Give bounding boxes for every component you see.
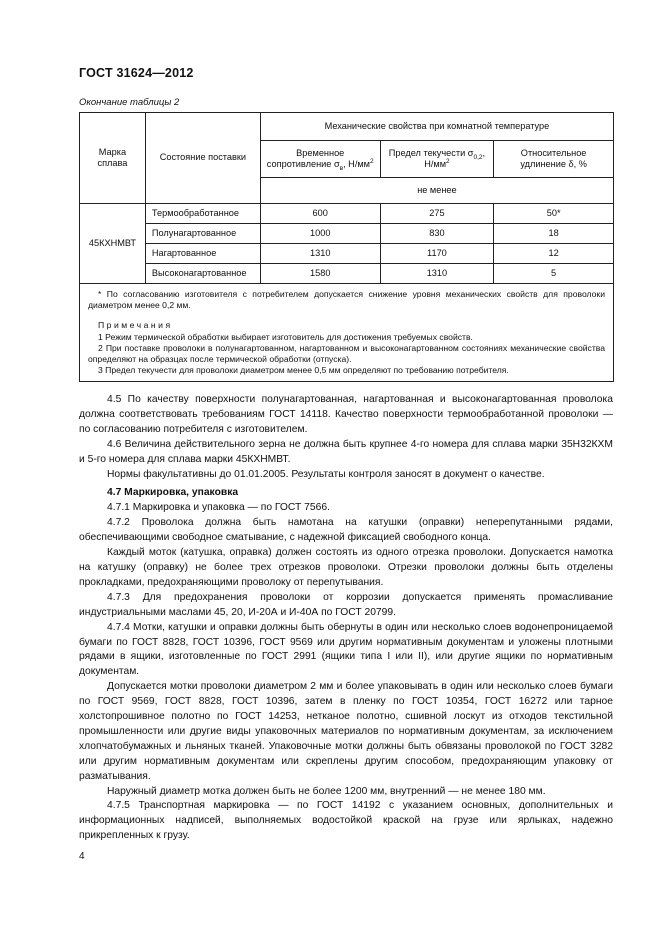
table-row (80, 244, 614, 264)
section-heading: 4.7 Маркировка, упаковка (107, 487, 239, 499)
paragraph: Наружный диаметр мотка должен быть не более 1200 мм, внутренний — не менее 180 мм. (107, 785, 546, 797)
document-body (79, 393, 613, 844)
state-cell: Термообработанное (145, 204, 260, 224)
paragraph: 4.6 Величина действительного зерна не должна быть крупнее 4-го номера для сплава марки 35Н32КХМ и 5-го номера для сплава марки 45КХНМВТ. (79, 438, 613, 465)
paragraph: Каждый моток (катушка, оправка) должен состоять из одного отрезка проволоки. Допускается намотка на катушку (оправку) не более трех отрезков проволоки. Отрезки проволоки должны быть отделены прокладками, предохраняющими проволоку от перепутывания. (79, 547, 613, 588)
mechanical-properties-table (79, 112, 614, 382)
yield-cell: 1170 (380, 244, 494, 264)
tensile-cell: 600 (260, 204, 380, 224)
col-header-grade: Марка сплава (80, 113, 146, 204)
paragraph: Допускается мотки проволоки диаметром 2 мм и более упаковывать в один или несколько слоев бумаги по ГОСТ 9569, ГОСТ 8828, ГОСТ 10396, затем в пленку по ГОСТ 10354, ГОСТ 16272 или тарное холстопрошивное полотно по ГОСТ 14253, нетканое полотно, сшивной лоскут из отходов текстильной промышленности или другие виды упаковочных материалов по нормативным документам, за исключением хлопчатобумажных и льняных тканей. Упаковочные мотки должны быть обвязаны проволокой по ГОСТ 3282 или другим нормативным документам или скреплены другим способом, предохраняющим упаковку от разматывания. (79, 681, 613, 782)
elongation-cell: 5 (494, 264, 614, 284)
table-row (80, 204, 614, 224)
note-item: 3 Предел текучести для проволоки диаметром менее 0,5 мм определяют по требованию потребителя. (98, 365, 509, 376)
paragraph: 4.7.4 Мотки, катушки и оправки должны быть обернуты в один или несколько слоев водонепроницаемой бумаги по ГОСТ 8828, ГОСТ 10396, ГОСТ 9569 или другим нормативным документам и уложены плотными рядами в ящики, изготовленные по ГОСТ 2991 (ящики типа I или II), или другие ящики по нормативным документам. (79, 621, 613, 678)
paragraph: 4.5 По качеству поверхности полунагартованная, нагартованная и высоконагартованная проволока должна соответствовать требованиям ГОСТ 14118. Качество поверхности термообработанной проволоки — по согласованию потребителя с изготовителем. (79, 394, 613, 435)
col-header-elongation: Относительное удлинение δ, % (494, 141, 614, 178)
table-row (80, 264, 614, 284)
tensile-cell: 1310 (260, 244, 380, 264)
col-header-state: Состояние поставки (145, 113, 260, 204)
table-caption: Окончание таблицы 2 (79, 97, 180, 108)
table-notes (80, 284, 614, 382)
notes-title: Примечания (98, 320, 173, 331)
paragraph: 4.7.2 Проволока должна быть намотана на катушки (оправки) неперепутанными рядами, обеспечивающими свободное сматывание, с надежной фиксацией свободного конца. (79, 517, 613, 544)
grade-cell: 45КХНМВТ (80, 204, 146, 284)
state-cell: Высоконагартованное (145, 264, 260, 284)
col-header-mechanical: Механические свойства при комнатной температуре (260, 113, 613, 141)
yield-cell: 275 (380, 204, 494, 224)
yield-cell: 1310 (380, 264, 494, 284)
document-code-header: ГОСТ 31624—2012 (79, 66, 194, 80)
yield-cell: 830 (380, 224, 494, 244)
col-header-yield: Предел текучести $\sigma_{0,2}$, $Н/мм^2$ (380, 141, 494, 178)
note-item: 2 При поставке проволоки в полунагартованном, нагартованном и высоконагартованном состояниях механические свойства определяют на образцах после термической обработки (отпуска). (88, 342, 605, 365)
col-header-tensile: Временное сопротивление $\sigma_в$, $Н/мм^2$ (260, 141, 380, 178)
paragraph: 4.7.1 Маркировка и упаковка — по ГОСТ 7566. (107, 502, 330, 514)
tensile-cell: 1000 (260, 224, 380, 244)
page-number: 4 (79, 851, 85, 862)
paragraph: Нормы факультативны до 01.01.2005. Результаты контроля заносят в документ о качестве. (107, 468, 545, 480)
table-footnote: * По согласованию изготовителя с потребителем допускается снижение уровня механических свойств для проволоки диаметром менее 0,2 мм. (88, 289, 605, 311)
min-label: не менее (260, 178, 613, 204)
state-cell: Полунагартованное (145, 224, 260, 244)
note-item: 1 Режим термической обработки выбирает изготовитель для достижения требуемых свойств. (98, 331, 473, 342)
table-row (80, 224, 614, 244)
state-cell: Нагартованное (145, 244, 260, 264)
paragraph: 4.7.3 Для предохранения проволоки от коррозии допускается применять промасливание индустриальными маслами 45, 20, И-20А и И-40А по ГОСТ 20799. (79, 591, 613, 618)
tensile-cell: 1580 (260, 264, 380, 284)
elongation-cell: 18 (494, 224, 614, 244)
elongation-cell: 50* (494, 204, 614, 224)
paragraph: 4.7.5 Транспортная маркировка — по ГОСТ 14192 с указанием основных, дополнительных и информационных надписей, выполняемых водостойкой краской на грузе или ярлыках, надежно прикрепленных к грузу. (79, 800, 613, 842)
elongation-cell: 12 (494, 244, 614, 264)
